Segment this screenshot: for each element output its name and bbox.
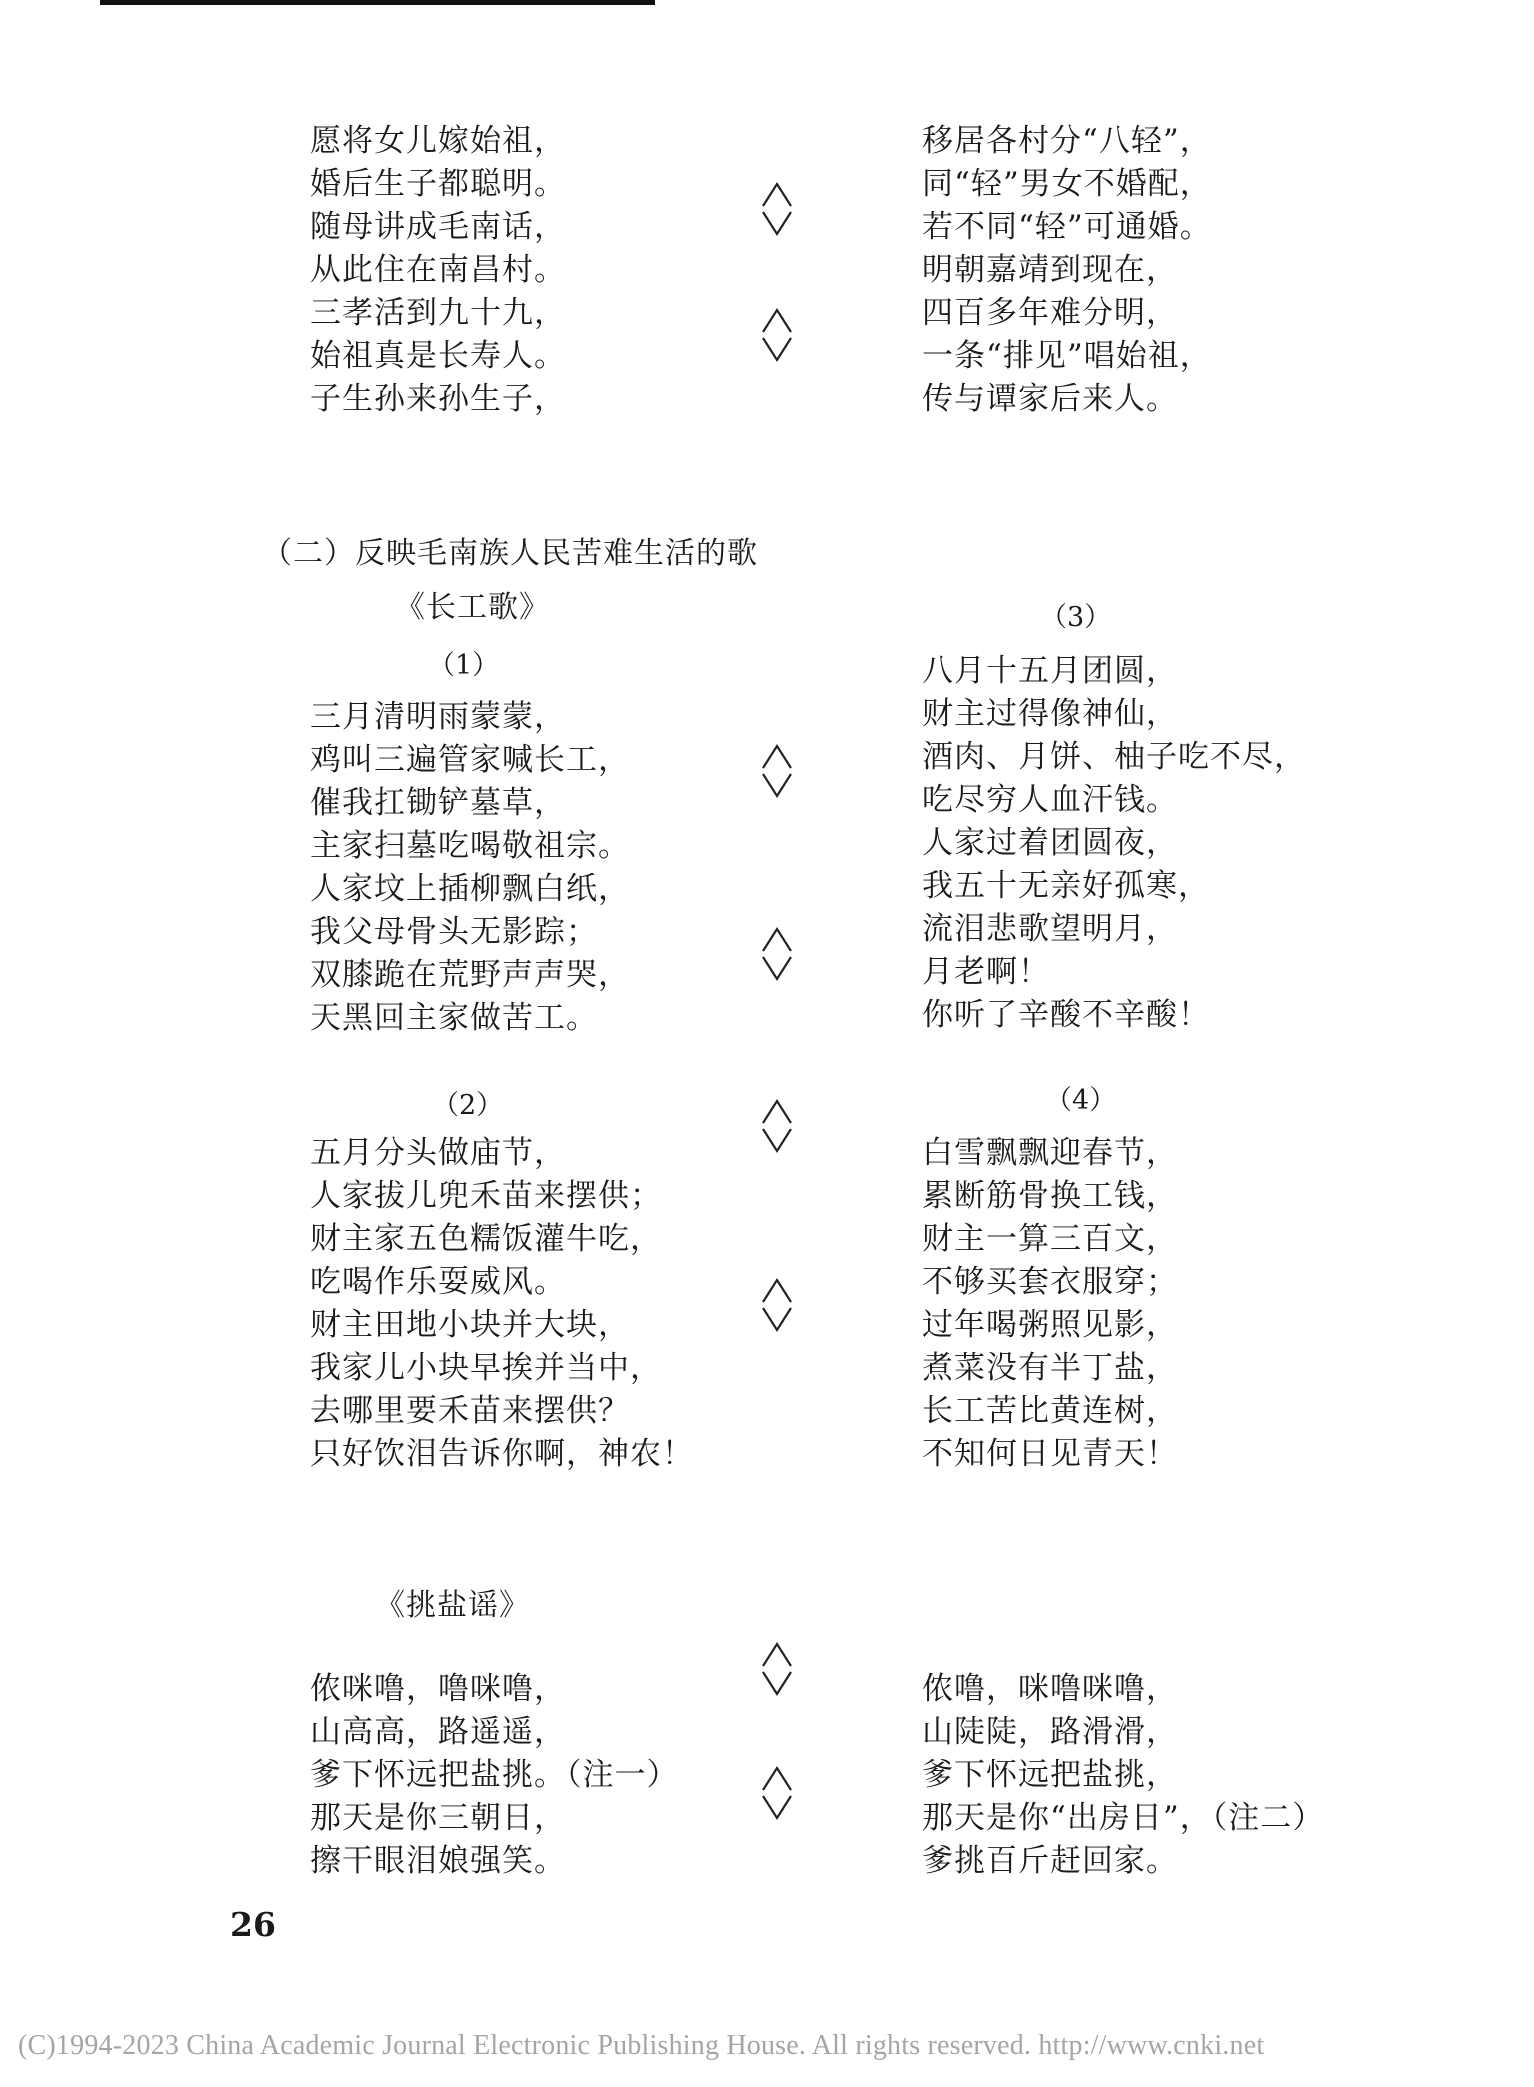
- verse-line: 长工苦比黄连树，: [922, 1393, 1178, 1429]
- verse-line: 一条“排见”唱始祖，: [922, 338, 1212, 374]
- verse-line: 始祖真是长寿人。: [310, 338, 566, 374]
- verse-line: 月老啊！: [922, 954, 1050, 990]
- verse-line: 去哪里要禾苗来摆供？: [310, 1393, 630, 1429]
- song1-part2: [310, 1132, 694, 1476]
- verse-line: 人家坟上插柳飘白纸，: [310, 871, 630, 907]
- verse-line: 爹挑百斤赶回家。: [922, 1843, 1178, 1879]
- verse-line: 四百多年难分明，: [922, 295, 1178, 331]
- song-title: 《长工歌》: [395, 590, 550, 625]
- verse-line: 人家拔儿兜禾苗来摆供；: [310, 1178, 662, 1214]
- verse-line: 子生孙来孙生子，: [310, 381, 566, 417]
- diamond-divider-icon: [759, 1097, 795, 1155]
- diamond-divider-icon: [759, 742, 795, 800]
- verse-line: 五月分头做庙节，: [310, 1135, 566, 1171]
- verse-line: 流泪悲歌望明月，: [922, 911, 1178, 947]
- diamond-divider-icon: [759, 180, 795, 238]
- verse-line: 三孝活到九十九，: [310, 295, 566, 331]
- verse-line: 过年喝粥照见影，: [922, 1307, 1178, 1343]
- verse-line: 主家扫墓吃喝敬祖宗。: [310, 828, 630, 864]
- verse-line: 随母讲成毛南话，: [310, 209, 566, 245]
- verse-line: 人家过着团圆夜，: [922, 825, 1178, 861]
- diamond-divider-icon: [759, 925, 795, 983]
- verse-line: 财主过得像神仙，: [922, 696, 1178, 732]
- verse-line: 山陡陡，路滑滑，: [922, 1714, 1178, 1750]
- verse-line: 移居各村分“八轻”，: [922, 123, 1212, 159]
- verse-line: 同“轻”男女不婚配，: [922, 166, 1212, 202]
- diamond-divider-icon: [759, 1640, 795, 1698]
- verse-line: 白雪飘飘迎春节，: [922, 1135, 1178, 1171]
- verse-line: 八月十五月团圆，: [922, 653, 1178, 689]
- verse-line: 若不同“轻”可通婚。: [922, 209, 1212, 245]
- stanza-label: （4）: [1045, 1085, 1117, 1116]
- verse-line: 爹下怀远把盐挑。（注一）: [310, 1757, 679, 1793]
- diamond-divider-icon: [759, 306, 795, 364]
- verse-line: 财主一算三百文，: [922, 1221, 1178, 1257]
- section-heading: （二）反映毛南族人民苦难生活的歌: [262, 536, 758, 571]
- stanza-label: （1）: [428, 650, 500, 681]
- song1-part4: [922, 1132, 1178, 1476]
- verse-line: 传与谭家后来人。: [922, 381, 1178, 417]
- verse-line: 愿将女儿嫁始祖，: [310, 123, 566, 159]
- song2-right-column: [922, 1668, 1324, 1883]
- verse-line: 累断筋骨换工钱，: [922, 1178, 1178, 1214]
- verse-line: 侬咪噜，噜咪噜，: [310, 1671, 566, 1707]
- song1-part1: [310, 696, 630, 1040]
- verse-line: 催我扛锄铲墓草，: [310, 785, 566, 821]
- verse-line: 不知何日见青天！: [922, 1436, 1178, 1472]
- verse-line: 从此住在南昌村。: [310, 252, 566, 288]
- verse-line: 山高高，路遥遥，: [310, 1714, 566, 1750]
- verse-line: 我五十无亲好孤寒，: [922, 868, 1210, 904]
- stanza-label: （2）: [432, 1090, 504, 1121]
- verse-line: 那天是你三朝日，: [310, 1800, 566, 1836]
- diamond-divider-icon: [759, 1276, 795, 1334]
- verse-line: 吃喝作乐耍威风。: [310, 1264, 566, 1300]
- top-rule: [100, 0, 655, 5]
- verse-line: 天黑回主家做苦工。: [310, 1000, 598, 1036]
- verse-line: 煮菜没有半丁盐，: [922, 1350, 1178, 1386]
- verse-line: 三月清明雨蒙蒙，: [310, 699, 566, 735]
- verse-line: 爹下怀远把盐挑，: [922, 1757, 1178, 1793]
- verse-line: 你听了辛酸不辛酸！: [922, 997, 1210, 1033]
- verse-line: 不够买套衣服穿；: [922, 1264, 1178, 1300]
- verse-line: 擦干眼泪娘强笑。: [310, 1843, 566, 1879]
- verse-line: 明朝嘉靖到现在，: [922, 252, 1178, 288]
- verse-line: 侬噜，咪噜咪噜，: [922, 1671, 1178, 1707]
- verse-line: 吃尽穷人血汗钱。: [922, 782, 1178, 818]
- block1-right-column: [922, 120, 1212, 421]
- song1-part3: [922, 650, 1306, 1037]
- stanza-label: （3）: [1040, 602, 1112, 633]
- verse-line: 只好饮泪告诉你啊，神农！: [310, 1436, 694, 1472]
- verse-line: 我父母骨头无影踪；: [310, 914, 598, 950]
- verse-line: 双膝跪在荒野声声哭，: [310, 957, 630, 993]
- block1-left-column: [310, 120, 566, 421]
- verse-line: 财主田地小块并大块，: [310, 1307, 630, 1343]
- verse-line: 鸡叫三遍管家喊长工，: [310, 742, 630, 778]
- verse-line: 财主家五色糯饭灌牛吃，: [310, 1221, 662, 1257]
- verse-line: 婚后生子都聪明。: [310, 166, 566, 202]
- song2-left-column: [310, 1668, 679, 1883]
- verse-line: 酒肉、月饼、柚子吃不尽，: [922, 739, 1306, 775]
- verse-line: 那天是你“出房日”，（注二）: [922, 1800, 1325, 1836]
- song-title: 《挑盐谣》: [375, 1588, 530, 1623]
- page-number: 26: [230, 1905, 276, 1944]
- copyright-footer: (C)1994-2023 China Academic Journal Electronic Publishing House. All rights reserved. http://www.cnki.net: [18, 2030, 1265, 2061]
- diamond-divider-icon: [759, 1764, 795, 1822]
- verse-line: 我家儿小块早挨并当中，: [310, 1350, 662, 1386]
